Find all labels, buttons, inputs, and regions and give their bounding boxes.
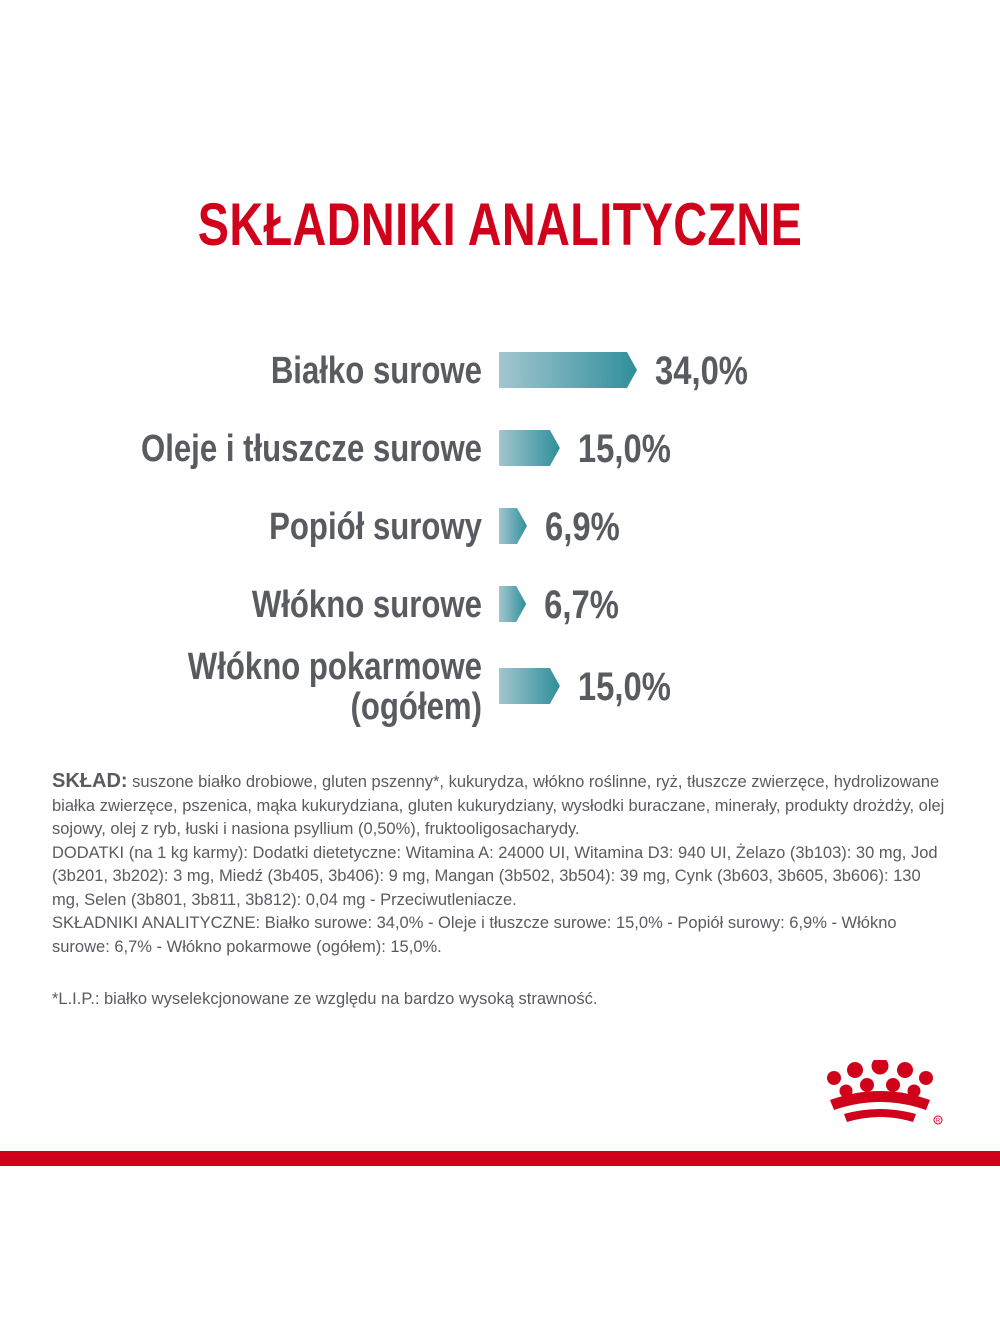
composition-heading: SKŁAD:	[52, 770, 128, 792]
category-label-4-0: Włókno pokarmowe	[187, 646, 483, 688]
brand-stripe	[0, 1151, 1000, 1166]
value-label-2: 6,9%	[545, 503, 620, 549]
value-label-0: 34,0%	[655, 347, 748, 393]
value-label-3: 6,7%	[544, 581, 619, 627]
bar-1	[499, 430, 560, 466]
category-label-1: Oleje i tłuszcze surowe	[140, 428, 483, 470]
bar-4	[499, 668, 560, 704]
ingredients-paragraph	[52, 770, 952, 842]
category-label-4-1: (ogółem)	[350, 686, 483, 728]
category-label-2: Popiół surowy	[269, 506, 483, 548]
analytical-text: SKŁADNIKI ANALITYCZNE: Białko surowe: 34,0% - Oleje i tłuszcze surowe: 15,0% - Popiół surowy: 6,9% - Włókno surowe: 6,7% - Włókno pokarmowe (ogółem): 15,0%.	[52, 914, 897, 956]
bar-0	[499, 352, 637, 388]
crown-icon	[822, 1060, 944, 1130]
value-label-4: 15,0%	[577, 663, 671, 709]
value-label-1: 15,0%	[577, 425, 671, 471]
svg-text:R: R	[935, 1118, 941, 1125]
ingredients-text: suszone białko drobiowe, gluten pszenny*, kukurydza, włókno roślinne, ryż, tłuszcze zwierzęce, hydrolizowane białka zwierzęce, pszenica, mąka kukurydziana, gluten kukurydziany, wysłodki buraczane, minerały, produkty drożdży, olej sojowy, olej z ryb, łuski i nasiona psyllium (0,50%), fruktooligosacharydy.	[52, 773, 945, 838]
bar-2	[499, 508, 527, 544]
page-title: SKŁADNIKI ANALITYCZNE	[197, 191, 803, 258]
analytical-constituents-chart	[0, 330, 1000, 730]
category-label-0: Białko surowe	[270, 350, 483, 392]
bar-3	[499, 586, 526, 622]
category-label-3: Włókno surowe	[251, 584, 483, 626]
additives-text: DODATKI (na 1 kg karmy): Dodatki dietetyczne: Witamina A: 24000 UI, Witamina D3: 940 UI, Żelazo (3b103): 30 mg, Jod (3b201, 3b202): 3 mg, Miedź (3b405, 3b406): 9 mg, Mangan (3b502, 3b504): 39 mg, Cynk (3b603, 3b605, 3b606): 130 mg, Selen (3b801, 3b811, 3b812): 0,04 mg - Przeciwutleniacze.	[52, 843, 938, 909]
footnote: *L.I.P.: białko wyselekcjonowane ze względu na bardzo wysoką strawność.	[52, 990, 598, 1008]
composition-block	[52, 770, 952, 959]
